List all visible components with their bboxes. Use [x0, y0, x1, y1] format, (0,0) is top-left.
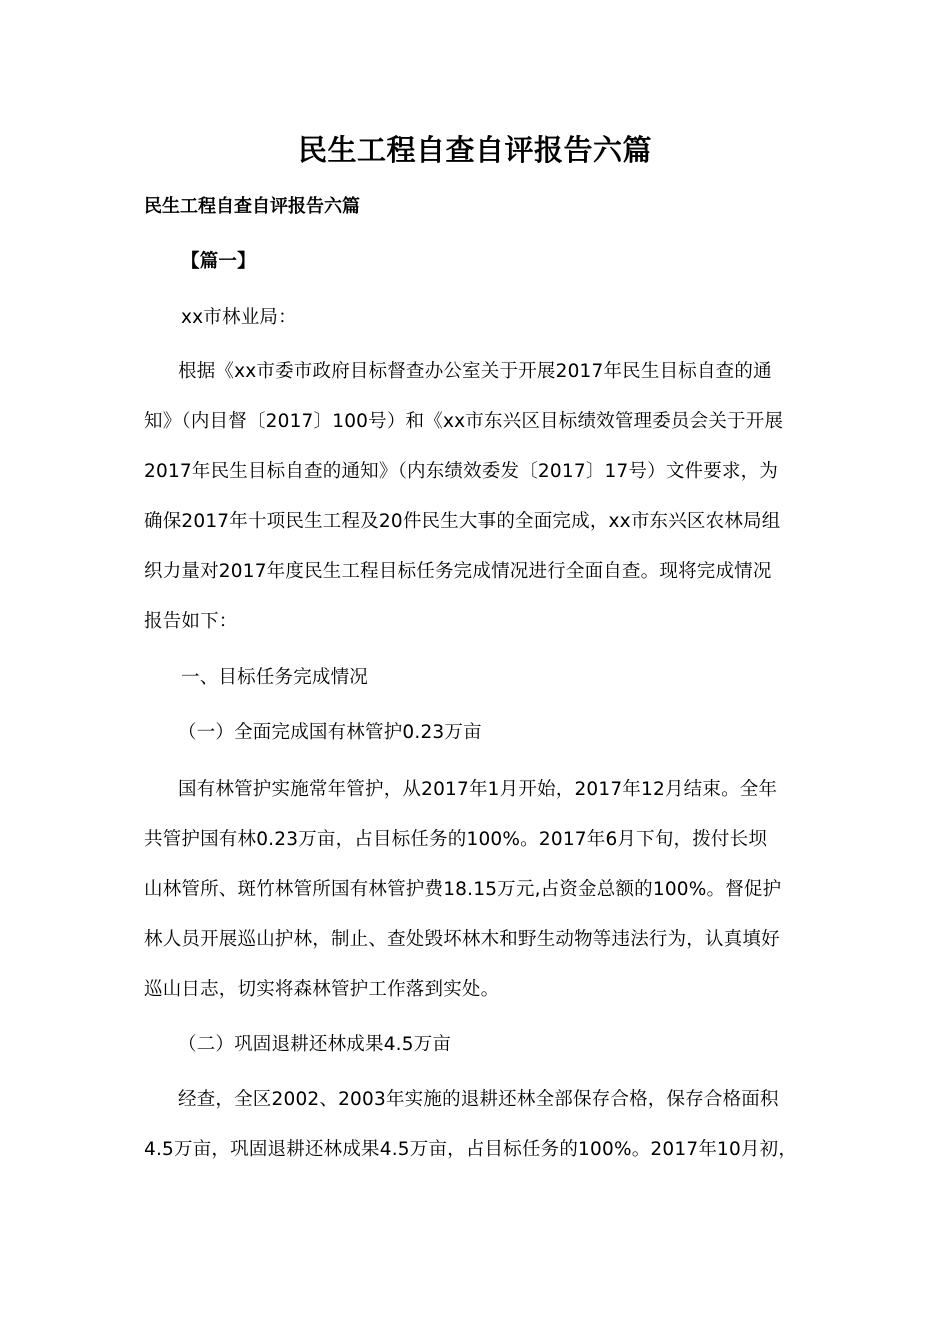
paragraph-line: 知》（内目督〔2017〕100号）和《xx市东兴区目标绩效管理委员会关于开展	[144, 411, 784, 432]
paragraph-line: 巡山日志，切实将森林管护工作落到实处。	[144, 979, 500, 1000]
heading-1	[144, 653, 810, 703]
item-2-heading	[144, 1020, 810, 1070]
paragraph-line: 山林管所、斑竹林管所国有林管护费18.15万元,占资金总额的100%。督促护	[144, 879, 782, 900]
paragraph-line: 确保2017年十项民生工程及20件民生大事的全面完成，xx市东兴区农林局组	[144, 511, 781, 532]
section-label	[144, 237, 810, 287]
paragraph-line: 国有林管护实施常年管护，从2017年1月开始，2017年12月结束。全年	[178, 779, 778, 800]
document-title: 民生工程自查自评报告六篇	[297, 133, 652, 167]
item-2-paragraph	[144, 1075, 810, 1175]
item-1-heading-text: （一）全面完成国有林管护0.23万亩	[178, 722, 482, 743]
heading-1-text: 一、目标任务完成情况	[181, 667, 369, 688]
paragraph-line: 共管护国有林0.23万亩，占目标任务的100%。2017年6月下旬，拨付长坝	[144, 829, 768, 850]
paragraph-line: 报告如下：	[144, 611, 238, 632]
section-label-text: 【篇一】	[181, 251, 256, 272]
recipient-text: xx市林业局：	[181, 307, 297, 328]
paragraph-line: 林人员开展巡山护林，制止、查处毁坏林木和野生动物等违法行为，认真填好	[144, 929, 780, 950]
item-1-heading	[144, 708, 810, 758]
paragraph-line: 4.5万亩，巩固退耕还林成果4.5万亩，占目标任务的100%。2017年10月初，	[144, 1139, 798, 1160]
document-subtitle: 民生工程自查自评报告六篇	[144, 196, 360, 217]
paragraph-line: 2017年民生目标自查的通知》（内东绩效委发〔2017〕17号）文件要求，为	[144, 461, 779, 482]
recipient	[144, 293, 810, 343]
intro-paragraph	[144, 347, 810, 647]
paragraph-line: 经查，全区2002、2003年实施的退耕还林全部保存合格，保存合格面积	[178, 1089, 779, 1110]
paragraph-line: 根据《xx市委市政府目标督查办公室关于开展2017年民生目标自查的通	[178, 361, 772, 382]
item-1-paragraph	[144, 765, 810, 1015]
item-2-heading-text: （二）巩固退耕还林成果4.5万亩	[178, 1034, 452, 1055]
paragraph-line: 织力量对2017年度民生工程目标任务完成情况进行全面自查。现将完成情况	[144, 561, 772, 582]
